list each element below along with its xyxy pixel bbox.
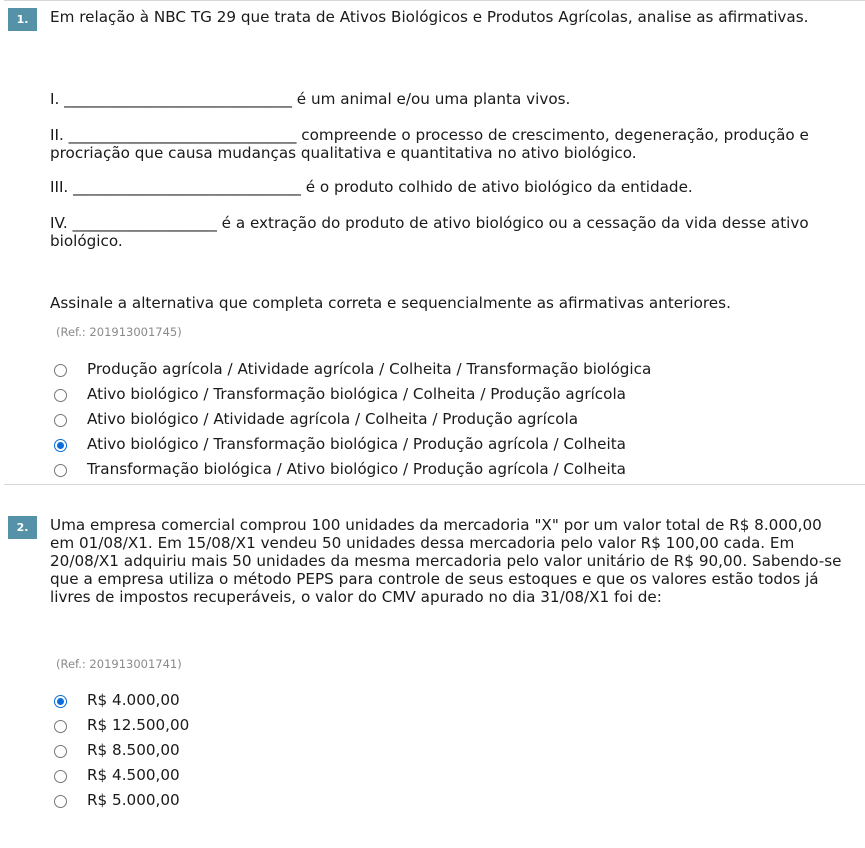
radio-button-selected[interactable] <box>54 695 67 708</box>
statement-1: I. ______________________________ é um animal e/ou uma planta vivos. <box>50 90 571 108</box>
radio-button[interactable] <box>54 795 67 808</box>
answer-option-label[interactable]: Produção agrícola / Atividade agrícola / Colheita / Transformação biológica <box>87 360 652 378</box>
radio-button[interactable] <box>54 464 67 477</box>
answer-option-label[interactable]: R$ 8.500,00 <box>87 741 180 759</box>
question-number-badge: 1. <box>8 8 37 31</box>
answer-option-label[interactable]: R$ 4.000,00 <box>87 691 180 709</box>
radio-button[interactable] <box>54 745 67 758</box>
answer-option-label[interactable]: Ativo biológico / Transformação biológica / Colheita / Produção agrícola <box>87 385 626 403</box>
question-prompt: Assinale a alternativa que completa correta e sequencialmente as afirmativas anteriores. <box>50 294 731 312</box>
answer-option-label[interactable]: Ativo biológico / Atividade agrícola / Colheita / Produção agrícola <box>87 410 579 428</box>
top-divider <box>4 0 865 1</box>
question-text: Uma empresa comercial comprou 100 unidades da mercadoria "X" por um valor total de R$ 8.000,00 em 01/08/X1. Em 15/08/X1 vendeu 50 unidades dessa mercadoria pelo valor R$ 100,00 cada. Em 20/08/X1 adquiriu mais 50 unidades da mesma mercadoria pelo valor unitário de R$ 90,00. Sabendo-se que a empresa utiliza o método PEPS para controle de seus estoques e que os valores estão todos já livres de impostos recuperáveis, o valor do CMV apurado no dia 31/08/X1 foi de: <box>50 516 842 606</box>
radio-button[interactable] <box>54 414 67 427</box>
radio-button[interactable] <box>54 770 67 783</box>
answer-option-label[interactable]: R$ 4.500,00 <box>87 766 180 784</box>
reference-code: (Ref.: 201913001741) <box>56 657 182 671</box>
radio-button[interactable] <box>54 389 67 402</box>
answer-option-label[interactable]: R$ 12.500,00 <box>87 716 190 734</box>
radio-button[interactable] <box>54 364 67 377</box>
reference-code: (Ref.: 201913001745) <box>56 325 182 339</box>
question-number-badge: 2. <box>8 516 37 539</box>
answer-option-label[interactable]: R$ 5.000,00 <box>87 791 180 809</box>
question-divider <box>4 484 865 485</box>
answer-option-label[interactable]: Transformação biológica / Ativo biológico / Produção agrícola / Colheita <box>87 460 626 478</box>
question-text: Em relação à NBC TG 29 que trata de Ativos Biológicos e Produtos Agrícolas, analise as afirmativas. <box>50 8 809 26</box>
statement-2: II. ______________________________ compreende o processo de crescimento, degeneração, produção e procriação que causa mudanças qualitativa e quantitativa no ativo biológico. <box>50 126 809 162</box>
radio-button-selected[interactable] <box>54 439 67 452</box>
radio-button[interactable] <box>54 720 67 733</box>
statement-4: IV. ___________________ é a extração do produto de ativo biológico ou a cessação da vida desse ativo biológico. <box>50 214 809 250</box>
statement-3: III. ______________________________ é o produto colhido de ativo biológico da entidade. <box>50 178 693 196</box>
answer-option-label[interactable]: Ativo biológico / Transformação biológica / Produção agrícola / Colheita <box>87 435 626 453</box>
